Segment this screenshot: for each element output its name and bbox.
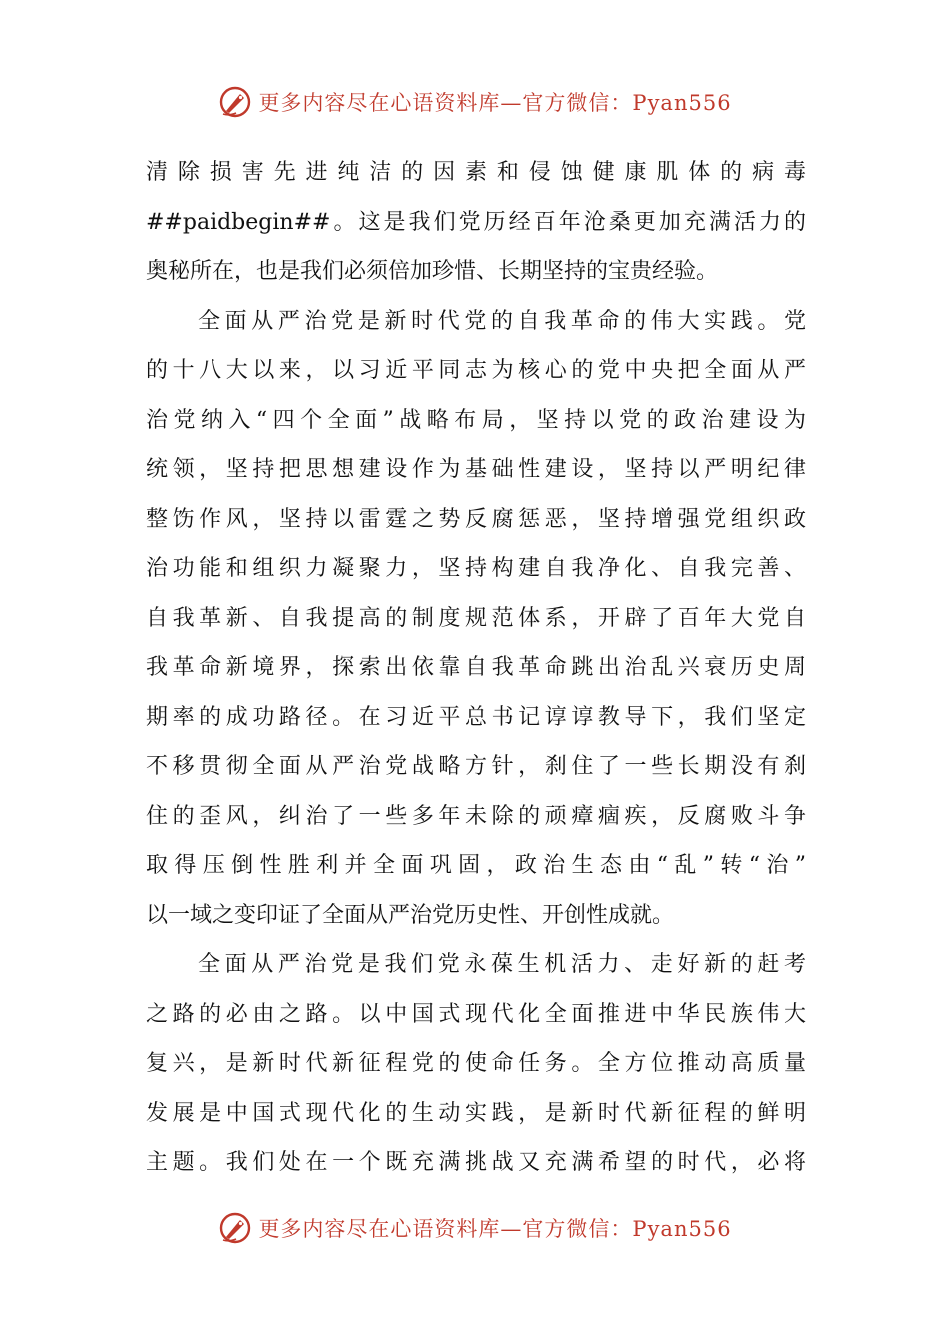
text-line: 奥秘所在，也是我们必须倍加珍惜、长期坚持的宝贵经验。 [146, 259, 719, 284]
header-banner [0, 82, 950, 122]
text-line: 主题。我们处在一个既充满挑战又充满希望的时代，必将 [146, 1150, 806, 1175]
text-line: 复兴，是新时代新征程党的使命任务。全方位推动高质量 [146, 1051, 806, 1076]
text-line: 统领，坚持把思想建设作为基础性建设，坚持以严明纪律 [146, 457, 806, 482]
text-line: 我革命新境界，探索出依靠自我革命跳出治乱兴衰历史周 [146, 655, 806, 680]
footer-banner [0, 1208, 950, 1248]
footer-banner-text: 更多内容尽在心语资料库—官方微信：Pyan556 [258, 1217, 732, 1241]
text-line: 期率的成功路径。在习近平总书记谆谆教导下，我们坚定 [146, 704, 806, 730]
text-line: 治功能和组织力凝聚力，坚持构建自我净化、自我完善、 [146, 556, 806, 581]
text-line: 住的歪风，纠治了一些多年未除的顽瘴痼疾，反腐败斗争 [146, 803, 806, 829]
text-line: 自我革新、自我提高的制度规范体系，开辟了百年大党自 [146, 605, 806, 631]
text-line: 不移贯彻全面从严治党战略方针，刹住了一些长期没有刹 [146, 754, 806, 779]
text-line: 全面从严治党是我们党永葆生机活力、走好新的赶考 [198, 952, 806, 977]
text-line: 的十八大以来，以习近平同志为核心的党中央把全面从严 [146, 358, 806, 383]
text-line: 整饬作风，坚持以雷霆之势反腐惩恶，坚持增强党组织政 [146, 506, 806, 532]
text-line: 全面从严治党是新时代党的自我革命的伟大实践。党 [198, 308, 806, 334]
pen-nib-circle-icon [218, 1211, 252, 1245]
text-line: 清除损害先进纯洁的因素和侵蚀健康肌体的病毒 [146, 160, 806, 185]
text-line: 之路的必由之路。以中国式现代化全面推进中华民族伟大 [146, 1001, 806, 1027]
text-line: 取得压倒性胜利并全面巩固，政治生态由“乱”转“治” [146, 853, 806, 878]
document-body [146, 148, 806, 1188]
pen-nib-circle-icon [218, 85, 252, 119]
text-line: 以一域之变印证了全面从严治党历史性、开创性成就。 [146, 902, 675, 928]
header-banner-text: 更多内容尽在心语资料库—官方微信：Pyan556 [258, 91, 732, 115]
text-line: 发展是中国式现代化的生动实践，是新时代新征程的鲜明 [146, 1100, 806, 1126]
text-line: 治党纳入“四个全面”战略布局，坚持以党的政治建设为 [146, 407, 806, 433]
text-line: ##paidbegin##。这是我们党历经百年沧桑更加充满活力的 [146, 209, 806, 235]
